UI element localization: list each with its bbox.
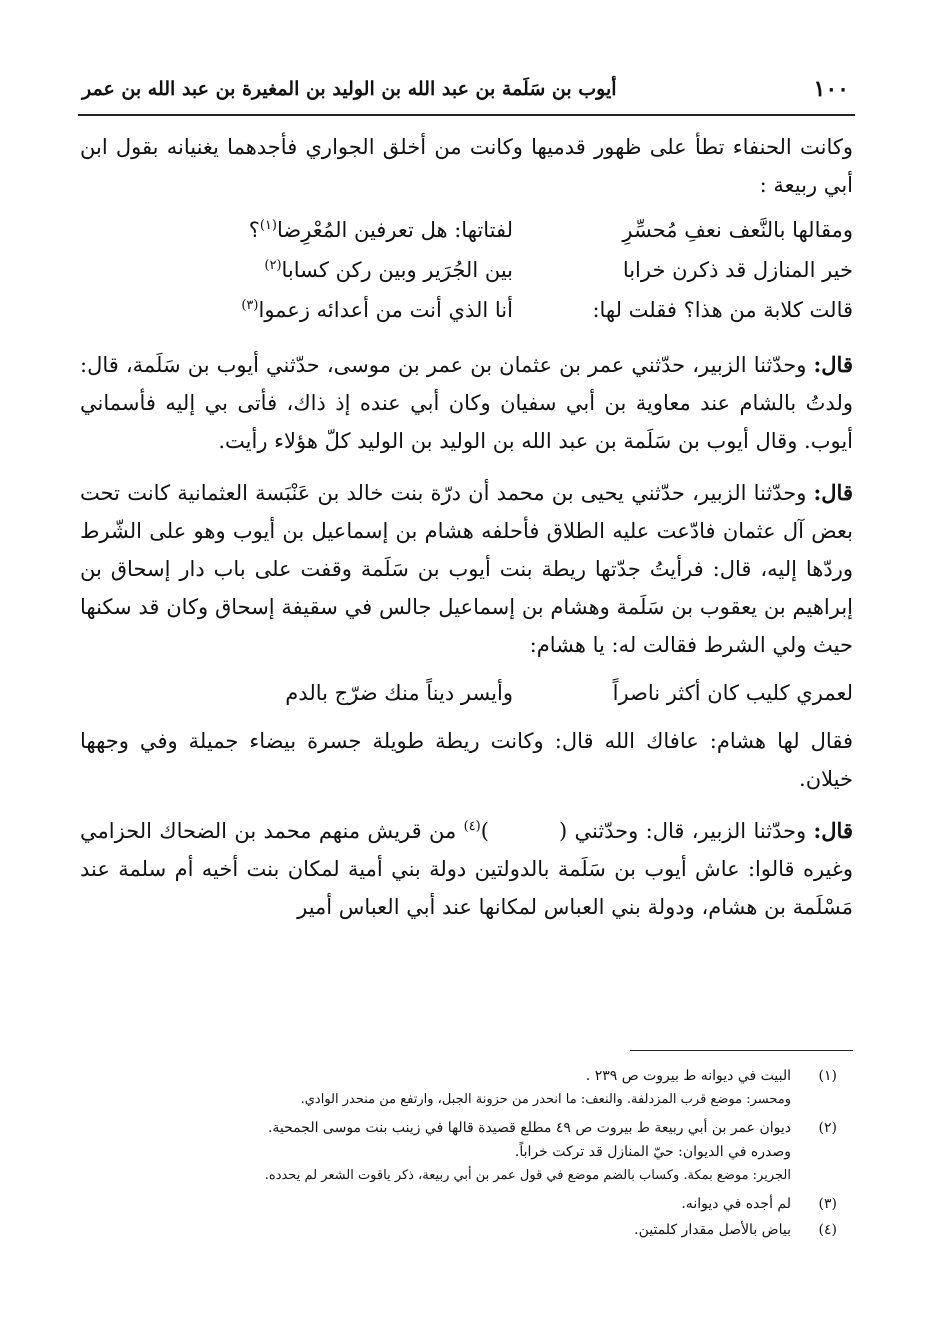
page-number: ١٠٠	[813, 76, 849, 102]
footnote-number: (٤)	[818, 1222, 837, 1238]
verse-line	[80, 290, 853, 330]
paragraph-lead: قال:	[813, 352, 853, 377]
footnote-marker: (٤)	[463, 819, 481, 834]
poem-2	[80, 670, 853, 716]
main-text	[80, 128, 853, 926]
verse-hemistich-second: أنا الذي أنت من أعدائه زعموا$^{(٣)}$	[241, 298, 513, 322]
footnote-continuation: ومحسر: موضع قرب المزدلفة. والنعف: ما انحدر من حزونة الجبل، وارتفع من منحدر الوادي.	[300, 1092, 791, 1107]
verse-line	[80, 670, 853, 716]
footnote-continuation: وصدره في الديوان: حيّ المنازل قد تركت خراباً.	[514, 1144, 791, 1160]
verse-hemistich-second: بين الجُرَير وبين ركن كسابا$^{(٢)}$	[264, 258, 513, 282]
footnote-marker: (١)	[259, 218, 277, 233]
footnote-rule	[630, 1050, 853, 1051]
header-rule	[78, 114, 855, 116]
running-title: أيوب بن سَلَمة بن عبد الله بن الوليد بن المغيرة بن عبد الله بن عمر	[82, 78, 617, 100]
verse-line	[80, 210, 853, 250]
footnote-number: (٣)	[818, 1196, 837, 1212]
footnote-continuation: الجرير: موضع بمكة. وكساب بالضم موضع في قول عمر بن أبي ربيعة، ذكر ياقوت الشعر لم يحدده.	[264, 1168, 791, 1183]
paragraph-4: فقال لها هشام: عافاك الله قال: وكانت ريطة طويلة جسرة بيضاء جميلة وفي وجهها خيلان.	[80, 729, 853, 791]
footnote-number: (١)	[818, 1068, 837, 1084]
paragraph-lead: قال:	[813, 480, 853, 505]
footnote-marker: (٢)	[264, 258, 282, 273]
verse-hemistich-first: لعمري كليب كان أكثر ناصراً	[612, 681, 853, 705]
verse-hemistich-first: خير المنازل قد ذكرن خرابا	[622, 258, 853, 282]
paragraph-2: قال: وحدّثنا الزبير، حدّثني عمر بن عثمان بن عمر بن موسى، حدّثني أيوب بن سَلَمة، قال: ولدتُ بالشام عند معاوية بن أبي سفيان وكان أبي عنده إذ ذاك، فأتى بي إليه فأسماني أيوب. وقال أيوب بن سَلَمة بن عبد الله بن الوليد بن الوليد كلّ هؤلاء رأيت.	[80, 352, 853, 453]
footnote-number: (٢)	[818, 1120, 837, 1136]
footnote-3: (٣) لم أجده في ديوانه.	[80, 1192, 837, 1216]
paragraph-3: قال: وحدّثنا الزبير، حدّثني يحيى بن محمد أن درّة بنت خالد بن عَنْبَسة العثمانية كانت تحت بعض آل عثمان فادّعت عليه الطلاق فأحلفه هشام بن إسماعيل بن أيوب وهو على الشّرط وردّها إليه، قال: فرأيتُ جدّتها ريطة بنت أيوب بن سَلَمة وقفت على باب دار إسحاق بن إبراهيم بن يعقوب بن سَلَمة وهشام بن إسماعيل جالس في سقيفة إسحاق وكان قد سكنها حيث ولي الشرط فقالت له: يا هشام:	[80, 480, 853, 657]
footnote-1: (١) البيت في ديوانه ط بيروت ص ٢٣٩ .	[80, 1064, 837, 1088]
paragraph-lead: قال:	[813, 818, 853, 843]
verse-line	[80, 250, 853, 290]
verse-hemistich-second: لفتاتها: هل تعرفين المُعْرِضا$^{(١)}$؟	[248, 218, 513, 242]
footnotes	[80, 1064, 837, 1242]
verse-hemistich-second: وأيسر ديناً منك ضرّج بالدم	[285, 681, 513, 705]
footnote-marker: (٣)	[241, 298, 259, 313]
paragraph-1: وكانت الحنفاء تطأ على ظهور قدميها وكانت من أخلق الجواري فأجدهما يغنيانه بقول ابن أبي ربيعة :	[80, 135, 853, 197]
page-header	[78, 76, 855, 110]
paragraph-5: قال: وحدّثنا الزبير، قال: وحدّثني ()$^{(٤)}$ من قريش منهم محمد بن الضحاك الحزامي وغيره قالوا: عاش أيوب بن سَلَمة بالدولتين دولة بني أمية لمكان بنت أخيه أم سلمة عند مَسْلَمة بن هشام، ودولة بني العباس لمكانها عند أبي العباس أمير	[80, 818, 853, 919]
footnote-2: (٢) ديوان عمر بن أبي ربيعة ط بيروت ص ٤٩ مطلع قصيدة قالها في زينب بنت موسى الجمحية.	[80, 1116, 837, 1140]
footnote-4: (٤) بياض بالأصل مقدار كلمتين.	[80, 1218, 837, 1242]
poem-1	[80, 210, 853, 330]
verse-hemistich-first: ومقالها بالنَّعف نعفِ مُحسِّرِ	[622, 218, 853, 242]
verse-hemistich-first: قالت كلابة من هذا؟ فقلت لها:	[592, 298, 853, 322]
